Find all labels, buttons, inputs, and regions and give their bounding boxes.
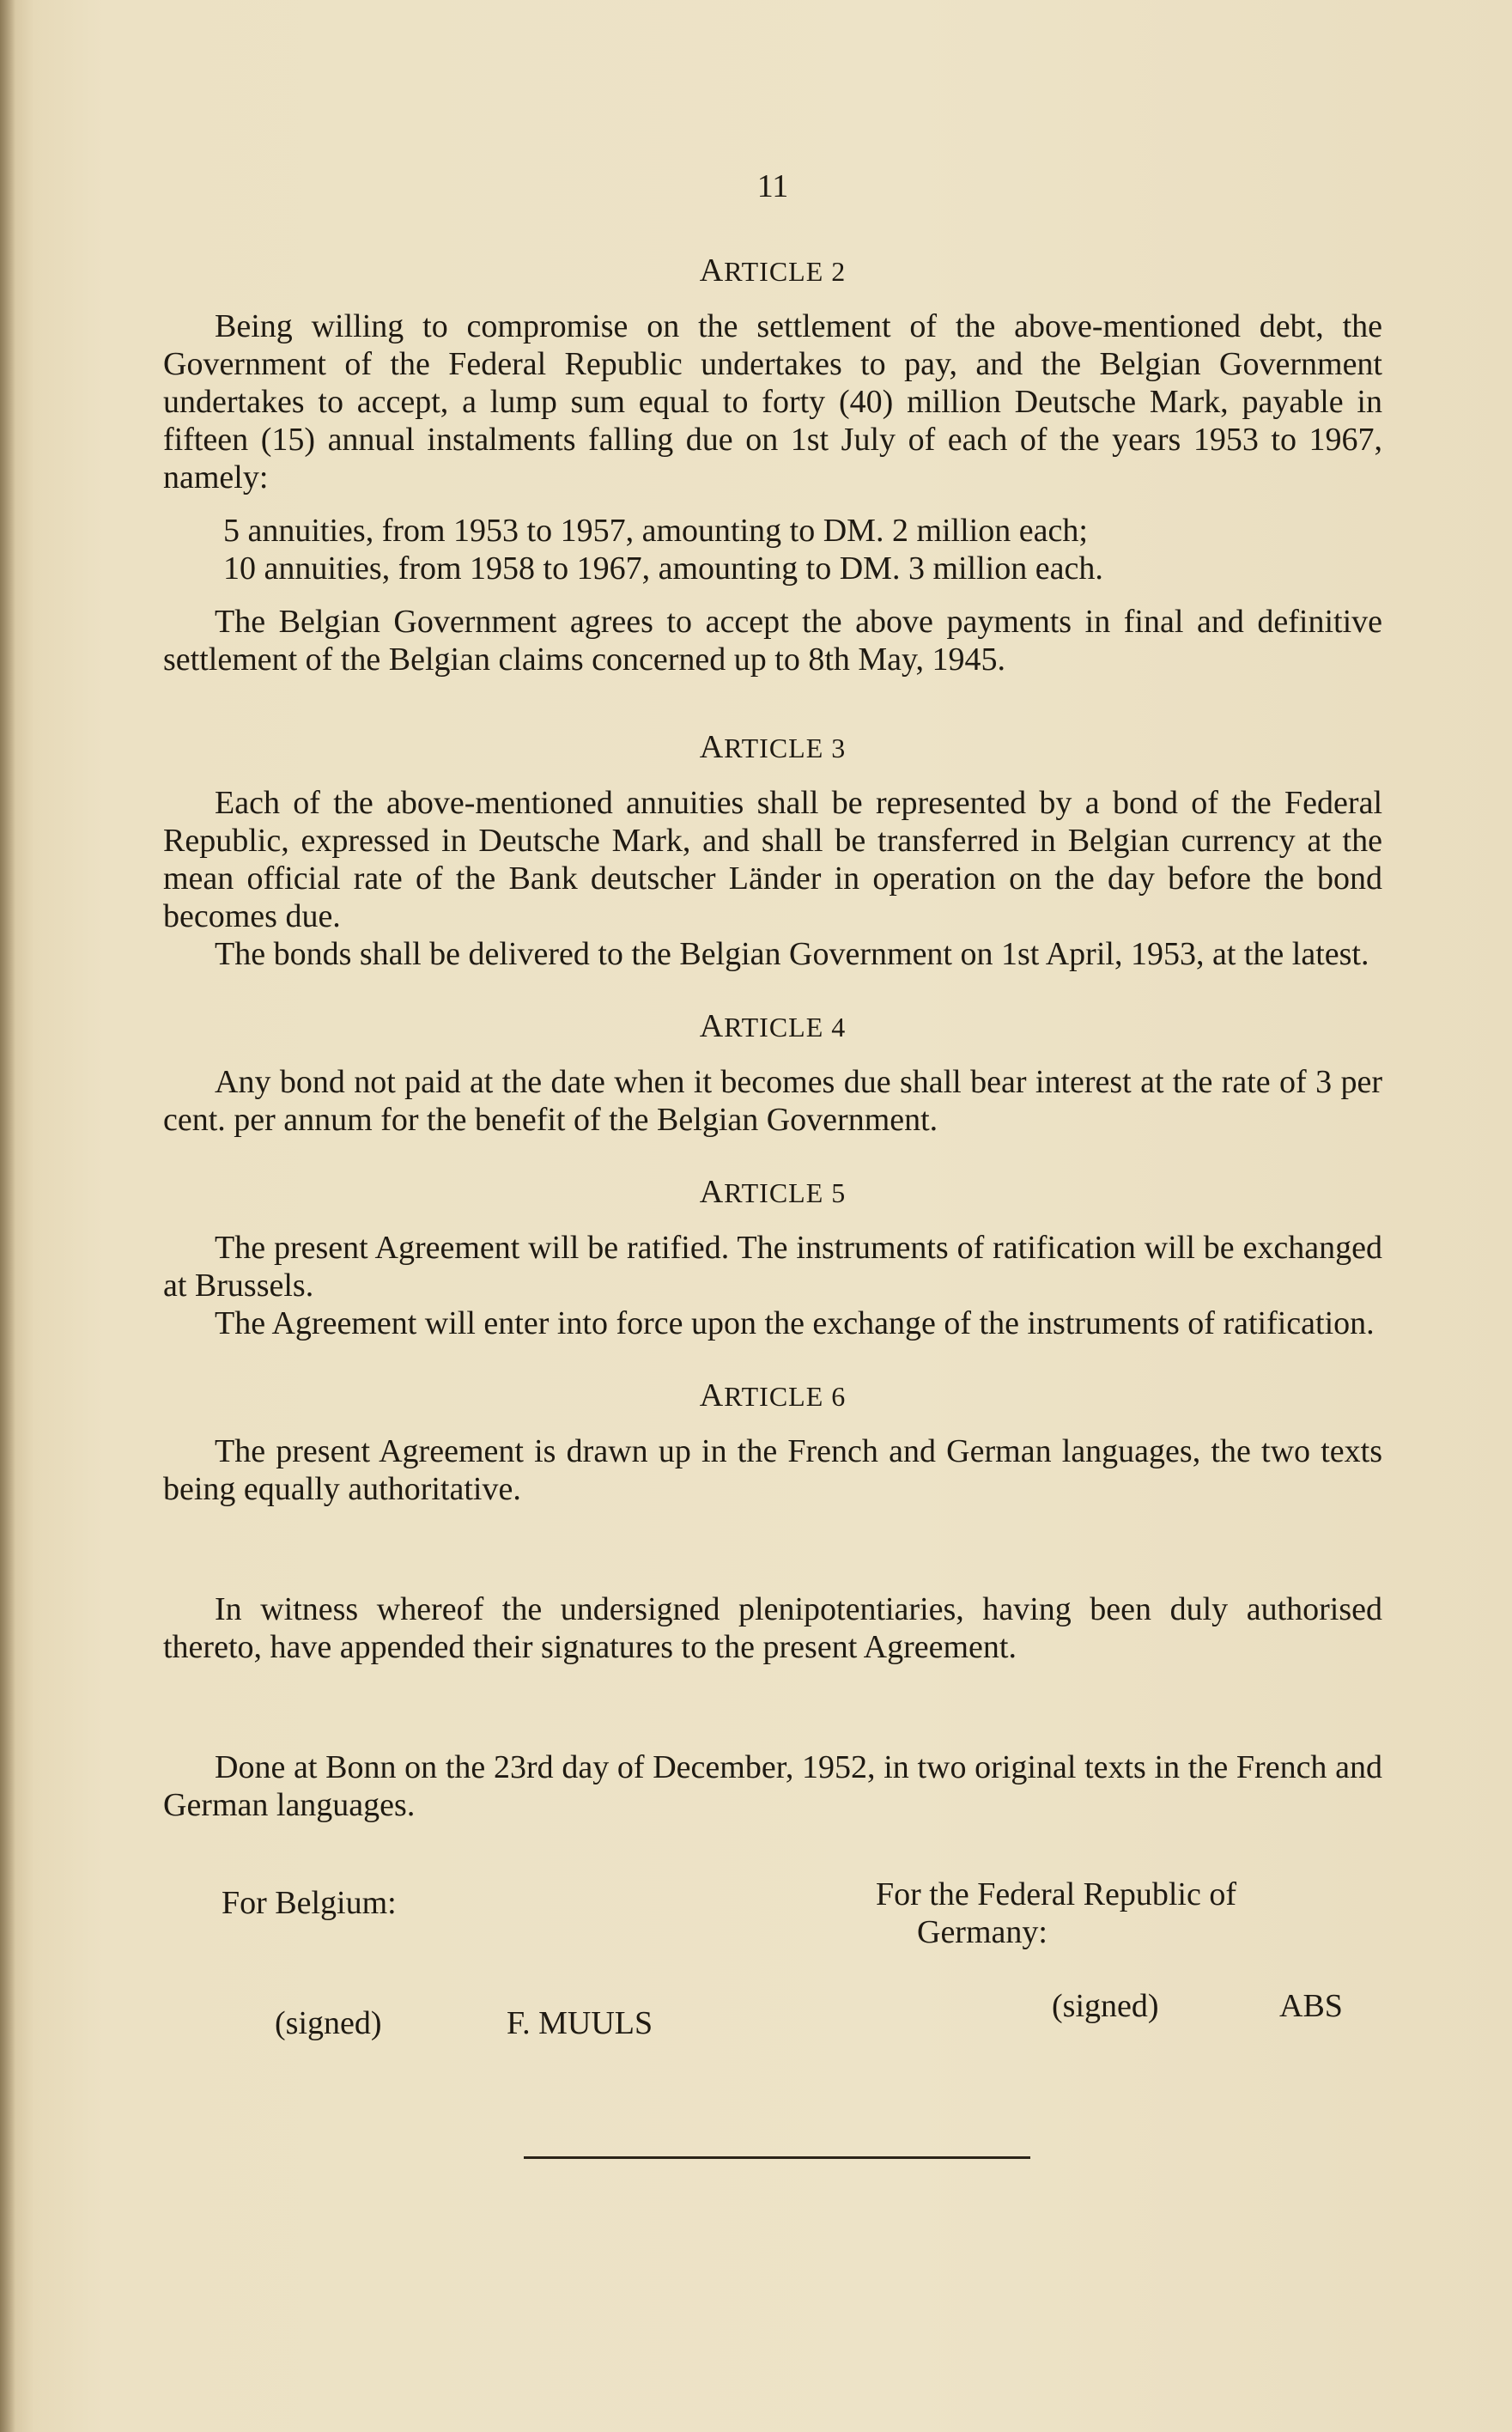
article-paragraph: The bonds shall be delivered to the Belgian Government on 1st April, 1953, at the latest. — [215, 936, 1369, 972]
article-heading: ARTICLE 5 — [699, 1174, 847, 1210]
belgium-signatory-label: For Belgium: — [222, 1885, 397, 1921]
end-rule-divider — [524, 2156, 1030, 2159]
article-paragraph: The present Agreement will be ratified. The instruments of ratification will be exchanged at Brussels. — [163, 1230, 1382, 1304]
article-6 — [163, 1377, 1382, 1508]
page-gutter-shadow — [0, 0, 15, 2432]
belgium-signatory-name: F. MUULS — [507, 2005, 653, 2041]
annuity-line: 5 annuities, from 1953 to 1957, amounting to DM. 2 million each; — [223, 513, 1088, 549]
article-paragraph: Each of the above-mentioned annuities shall be represented by a bond of the Federal Republic, expressed in Deutsche Mark, and shall be transferred in Belgian currency at the mean official rate of the Bank deutscher Länder in operation on the day before the bond becomes due. — [163, 785, 1382, 934]
article-paragraph: The present Agreement is drawn up in the French and German languages, the two texts being equally authoritative. — [163, 1433, 1382, 1507]
article-paragraph: The Belgian Government agrees to accept the above payments in final and definitive settlement of the Belgian claims concerned up to 8th May, 1945. — [163, 604, 1382, 678]
page-number: 11 — [756, 168, 789, 204]
germany-signatory-name: ABS — [1279, 1988, 1343, 2024]
witness-clause: In witness whereof the undersigned plenipotentiaries, having been duly authorised thereto, have appended their signatures to the present Agreement. — [163, 1591, 1382, 1665]
germany-signed-mark: (signed) — [1052, 1988, 1159, 2024]
germany-label-line1: For the Federal Republic of — [876, 1876, 1237, 1912]
belgium-signed-mark: (signed) — [275, 2005, 382, 2041]
article-heading: ARTICLE 2 — [699, 252, 847, 289]
document-body — [163, 167, 1382, 2073]
article-heading: ARTICLE 3 — [699, 729, 847, 765]
article-heading: ARTICLE 4 — [699, 1008, 847, 1044]
annuity-line: 10 annuities, from 1958 to 1967, amounting to DM. 3 million each. — [223, 550, 1103, 587]
article-4 — [163, 1007, 1382, 1139]
germany-signatory-label — [876, 1876, 1391, 1951]
done-at-clause: Done at Bonn on the 23rd day of December, 1952, in two original texts in the French and German languages. — [163, 1749, 1382, 1823]
signature-block — [163, 1876, 1382, 2073]
germany-label-line2: Germany: — [917, 1914, 1047, 1950]
article-paragraph: Being willing to compromise on the settlement of the above-mentioned debt, the Government of the Federal Republic undertakes to pay, and the Belgian Government undertakes to accept, a lump sum equal to forty (40) million Deutsche Mark, payable in fifteen (15) annual instalments falling due on 1st July of each of the years 1953 to 1967, namely: — [163, 308, 1382, 496]
article-3 — [163, 728, 1382, 973]
article-paragraph: Any bond not paid at the date when it becomes due shall bear interest at the rate of 3 per cent. per annum for the benefit of the Belgian Government. — [163, 1064, 1382, 1138]
article-heading: ARTICLE 6 — [699, 1377, 847, 1414]
article-2 — [163, 252, 1382, 678]
article-paragraph: The Agreement will enter into force upon the exchange of the instruments of ratification. — [215, 1305, 1375, 1341]
article-5 — [163, 1173, 1382, 1342]
